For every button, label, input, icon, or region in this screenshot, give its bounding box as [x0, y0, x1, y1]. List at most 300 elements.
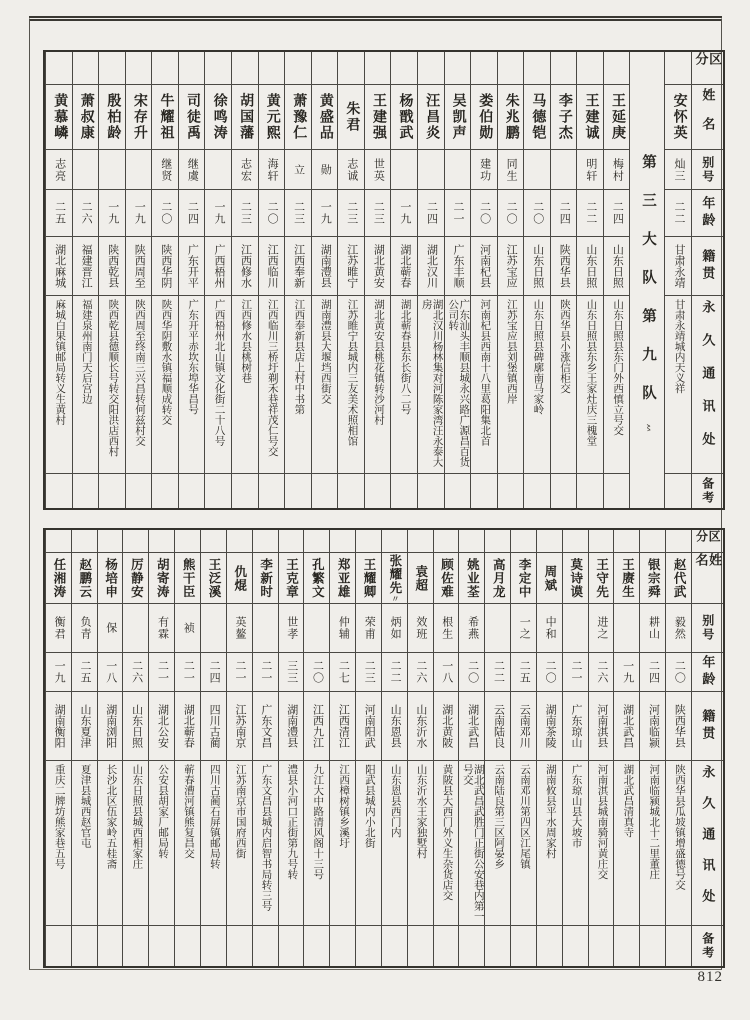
person-origin: 山东日照: [130, 704, 143, 748]
alias-cell: [338, 150, 364, 190]
alias-cell: [445, 150, 471, 190]
section-cell: [123, 530, 148, 553]
address-cell: [46, 296, 72, 474]
note-cell: [152, 474, 178, 508]
person-alias: 希燕: [466, 616, 479, 640]
person-column: [497, 52, 524, 508]
person-age: 二二: [672, 201, 685, 225]
origin-cell: [614, 692, 639, 761]
alias-cell: [259, 150, 285, 190]
note-cell: [46, 474, 72, 508]
person-origin: 山东日照: [531, 244, 544, 288]
person-address: 河南杞县西南十八里葛阳集北首: [479, 299, 491, 446]
person-alias: 中和: [544, 616, 557, 640]
name-cell: [123, 553, 148, 604]
person-name: 司徒禹: [185, 93, 200, 141]
person-address: 九江大中路清风阁十三号: [312, 764, 324, 880]
person-age: 一九: [133, 201, 146, 225]
origin-cell: [46, 692, 71, 761]
person-column: [613, 530, 639, 966]
person-alias: 毅然: [673, 616, 686, 640]
person-address: 长沙北区伍家岭五桂斋: [105, 764, 117, 869]
person-name: 牛耀祖: [158, 93, 174, 141]
name-cell: [232, 85, 258, 150]
person-name: 朱君: [344, 101, 360, 133]
person-column: [576, 52, 603, 508]
age-cell: [126, 190, 152, 237]
row-label-name: 姓名: [692, 85, 723, 150]
person-alias: 荣甫: [363, 616, 376, 640]
section-cell: [604, 52, 630, 85]
person-age: 二五: [53, 201, 66, 225]
person-column: [258, 52, 285, 508]
person-name: 汪昌炎: [424, 93, 440, 141]
person-column: [125, 52, 152, 508]
person-name: 胡寄涛: [155, 557, 170, 599]
person-column: [603, 52, 630, 508]
note-cell: [356, 926, 381, 966]
person-alias: 衡君: [53, 616, 66, 640]
note-cell: [338, 474, 364, 508]
row-label-address: 永久通讯处: [692, 296, 723, 474]
alias-cell: [391, 150, 417, 190]
section-cell: [175, 530, 200, 553]
origin-cell: [285, 237, 311, 296]
person-name: 杨戬武: [397, 93, 413, 141]
person-name: 马德铠: [530, 93, 546, 141]
person-origin: 甘肃永靖: [672, 244, 685, 288]
person-age: 二四: [611, 201, 624, 225]
origin-cell: [179, 237, 205, 296]
section-cell: [46, 52, 72, 85]
person-address: 湖北汉川杨林集对河陈家湾汪永泰大房: [420, 299, 443, 467]
name-cell: [382, 553, 407, 604]
person-age: 二〇: [544, 660, 557, 684]
section-cell: [312, 52, 338, 85]
name-cell: [46, 85, 72, 150]
section-cell: [577, 52, 603, 85]
address-cell: [365, 296, 391, 474]
section-cell: [73, 52, 99, 85]
row-labels-column: [691, 52, 723, 508]
person-origin: 山东夏津: [78, 704, 91, 748]
person-name: 银宗舜: [646, 557, 661, 599]
address-cell: [445, 296, 471, 474]
note-cell: [604, 474, 630, 508]
address-cell: [511, 761, 536, 926]
person-address: 黄陂县大西门外义生杂货店交: [441, 764, 453, 901]
person-address: 湖北武昌武胜门正街公安巷内第一号交: [461, 764, 484, 922]
person-column: [278, 530, 304, 966]
age-cell: [485, 653, 510, 692]
note-cell: [259, 474, 285, 508]
origin-cell: [485, 692, 510, 761]
person-name: 袁超: [413, 564, 428, 592]
person-column: [97, 530, 123, 966]
alias-cell: [511, 604, 536, 653]
age-cell: [99, 190, 125, 237]
section-cell: [537, 530, 562, 553]
row-label-note: 备考: [700, 932, 715, 960]
address-cell: [498, 296, 524, 474]
origin-cell: [279, 692, 304, 761]
address-cell: [149, 761, 174, 926]
person-address: 澧县小河口正街第九号转: [286, 764, 298, 880]
section-cell: [445, 52, 471, 85]
person-alias: 英鳌: [234, 616, 246, 640]
person-address: 广东文昌县城内启智书局转三号: [260, 764, 272, 911]
person-origin: 河南杞县: [478, 244, 491, 288]
name-cell: [356, 553, 381, 604]
person-origin: 湖北麻城: [53, 244, 66, 288]
person-age: 二五: [518, 660, 531, 684]
note-cell: [665, 474, 691, 508]
row-label-section: 区分: [692, 52, 723, 85]
person-name: 李定中: [517, 557, 532, 599]
note-cell: [408, 926, 433, 966]
name-cell: [227, 553, 252, 604]
age-cell: [175, 653, 200, 692]
person-column: [433, 530, 459, 966]
note-cell: [459, 926, 484, 966]
age-cell: [123, 653, 148, 692]
person-origin: 陕西乾县: [106, 244, 119, 288]
section-cell: [338, 52, 364, 85]
person-address: 广西梧州北山镇文化街二十八号: [213, 299, 225, 446]
person-address: 湖南澧县大堰垱西街交: [319, 299, 331, 404]
person-origin: 广东丰顺: [452, 244, 465, 288]
handwritten-mark: 〃: [390, 594, 400, 603]
person-age: 二一: [182, 660, 195, 684]
name-cell: [285, 85, 311, 150]
note-cell: [123, 926, 148, 966]
person-name: 殷柏龄: [105, 93, 121, 141]
person-name: 杨培申: [103, 557, 118, 599]
origin-cell: [418, 237, 444, 296]
name-cell: [365, 85, 391, 150]
age-cell: [46, 653, 71, 692]
person-age: 一九: [106, 201, 119, 225]
person-age: 二〇: [466, 660, 479, 684]
note-cell: [563, 926, 588, 966]
origin-cell: [666, 692, 691, 761]
person-age: 一八: [104, 660, 117, 684]
address-cell: [471, 296, 497, 474]
alias-cell: [418, 150, 444, 190]
person-age: 二一: [569, 660, 582, 684]
age-cell: [338, 190, 364, 237]
person-address: 江西樟树镇乡溪圩: [338, 764, 350, 848]
alias-cell: [551, 150, 577, 190]
person-origin: 广东文昌: [259, 704, 272, 748]
note-cell: [614, 926, 639, 966]
alias-cell: [524, 150, 550, 190]
name-cell: [72, 553, 97, 604]
name-cell: [524, 85, 550, 150]
age-cell: [279, 653, 304, 692]
note-cell: [589, 926, 614, 966]
person-name: 王耀卿: [362, 557, 377, 599]
origin-cell: [563, 692, 588, 761]
person-name: 顾佐难: [439, 557, 454, 599]
address-cell: [98, 761, 123, 926]
age-cell: [589, 653, 614, 692]
address-cell: [459, 761, 484, 926]
age-cell: [232, 190, 258, 237]
section-cell: [330, 530, 355, 553]
origin-cell: [459, 692, 484, 761]
person-age: 一九: [53, 660, 66, 684]
name-cell: [577, 85, 603, 150]
person-age: 二四: [186, 201, 199, 225]
person-alias: 继虞: [186, 157, 199, 182]
person-alias: 勋: [319, 163, 332, 176]
person-address: 广东汕头丰顺县城永兴路广源昌百货公司转: [447, 299, 470, 467]
alias-cell: [577, 150, 603, 190]
person-origin: 河南阳武: [363, 704, 376, 748]
person-address: 江苏南京市国府西街: [234, 764, 246, 859]
address-cell: [640, 761, 665, 926]
person-alias: 炳如: [389, 616, 402, 640]
origin-cell: [126, 237, 152, 296]
address-cell: [551, 296, 577, 474]
address-cell: [330, 761, 355, 926]
address-cell: [382, 761, 407, 926]
person-origin: 湖北武昌: [466, 704, 479, 748]
alias-cell: [356, 604, 381, 653]
person-column: [329, 530, 355, 966]
age-cell: [46, 190, 72, 237]
alias-cell: [285, 150, 311, 190]
note-cell: [640, 926, 665, 966]
person-age: 二四: [425, 201, 438, 225]
person-alias: 海轩: [266, 157, 279, 182]
person-address: 山东沂水王家独墅村: [415, 764, 427, 859]
age-cell: [149, 653, 174, 692]
name-cell: [665, 85, 691, 150]
age-cell: [73, 190, 99, 237]
origin-cell: [227, 692, 252, 761]
person-name: 娄伯勋: [477, 93, 493, 141]
person-age: 二三: [239, 201, 252, 225]
person-alias: 一之: [518, 616, 531, 640]
person-alias: 立: [292, 163, 305, 176]
address-cell: [279, 761, 304, 926]
person-origin: 陕西周至: [133, 244, 146, 288]
name-cell: [459, 553, 484, 604]
alias-cell: [98, 604, 123, 653]
person-address: 湖北武昌清真寺: [622, 764, 634, 838]
note-cell: [666, 926, 691, 966]
person-origin: 湖北武昌: [621, 704, 634, 748]
section-cell: [201, 530, 226, 553]
person-name: 黄盛品: [317, 93, 333, 141]
person-alias: 志亮: [53, 157, 66, 182]
person-name: 李新时: [258, 557, 273, 599]
person-column: [355, 530, 381, 966]
person-origin: 河南临颍: [647, 704, 660, 748]
person-age: 一九: [398, 201, 411, 225]
person-alias: 耕山: [647, 616, 660, 640]
person-age: 二四: [558, 201, 571, 225]
person-name: 赵鹏云: [77, 557, 92, 599]
origin-cell: [338, 237, 364, 296]
person-name: 王泛溪: [206, 557, 221, 599]
age-cell: [356, 653, 381, 692]
section-cell: [152, 52, 178, 85]
alias-cell: [73, 150, 99, 190]
section-cell: [408, 530, 433, 553]
address-cell: [434, 761, 459, 926]
person-origin: 山东恩县: [389, 704, 402, 748]
person-origin: 湖南澧县: [319, 244, 332, 288]
person-age: 二一: [234, 660, 246, 684]
address-cell: [175, 761, 200, 926]
row-label-age: 年龄: [692, 653, 723, 692]
person-name: 张耀先〃: [387, 553, 402, 603]
section-cell: [279, 530, 304, 553]
alias-cell: [365, 150, 391, 190]
age-cell: [665, 190, 691, 237]
person-origin: 陕西华县: [673, 704, 686, 748]
alias-cell: [149, 604, 174, 653]
person-age: 二〇: [505, 201, 518, 225]
alias-cell: [201, 604, 226, 653]
section-cell: [365, 52, 391, 85]
section-cell: [149, 530, 174, 553]
note-cell: [537, 926, 562, 966]
person-alias: 梅村: [611, 157, 624, 182]
row-label-age: 年龄: [692, 190, 723, 237]
section-cell: [589, 530, 614, 553]
person-name: 黄慕嶙: [52, 93, 68, 141]
section-cell: [434, 530, 459, 553]
person-name: 王建诚: [583, 93, 599, 141]
section-cell: [524, 52, 550, 85]
origin-cell: [498, 237, 524, 296]
name-cell: [551, 85, 577, 150]
note-cell: [98, 926, 123, 966]
age-cell: [312, 190, 338, 237]
alias-cell: [312, 150, 338, 190]
person-origin: 广东琼山: [569, 704, 582, 748]
person-age: 二三: [345, 201, 358, 225]
person-origin: 四川古蔺: [208, 704, 221, 748]
alias-cell: [46, 150, 72, 190]
note-cell: [72, 926, 97, 966]
person-name: 徐鸣涛: [211, 93, 227, 141]
note-cell: [551, 474, 577, 508]
note-cell: [279, 926, 304, 966]
age-cell: [524, 190, 550, 237]
person-alias: 灿三: [672, 157, 685, 182]
person-origin: 江西临川: [266, 244, 279, 288]
section-cell: [227, 530, 252, 553]
age-cell: [98, 653, 123, 692]
person-age: 二〇: [478, 201, 491, 225]
alias-cell: [330, 604, 355, 653]
section-cell: [551, 52, 577, 85]
person-address: 陕西华阴敷水镇福顺成转交: [160, 299, 172, 425]
person-address: 云南邓川第四区江尾镇: [518, 764, 530, 869]
person-address: 山东日照县城西相家庄: [131, 764, 143, 869]
person-age: 一九: [212, 201, 225, 225]
note-cell: [511, 926, 536, 966]
person-address: 陕西周至终南三兴昌转何兹村交: [133, 299, 145, 446]
person-origin: 湖北公安: [156, 704, 169, 748]
row-label-alias: 别号: [692, 150, 723, 190]
address-cell: [259, 296, 285, 474]
origin-cell: [72, 692, 97, 761]
person-origin: 江西奉新: [292, 244, 305, 288]
person-age: 二〇: [266, 201, 279, 225]
age-cell: [179, 190, 205, 237]
person-origin: 湖南澧县: [285, 704, 298, 748]
section-cell: [614, 530, 639, 553]
person-address: 江西临川三桥圩剃禾巷祥茂仁号交: [266, 299, 278, 457]
name-cell: [640, 553, 665, 604]
person-column: [550, 52, 577, 508]
person-age: 二〇: [531, 201, 544, 225]
person-name: 宋存升: [131, 93, 147, 141]
person-column: [523, 52, 550, 508]
person-column: [178, 52, 205, 508]
person-age: 二二: [492, 660, 505, 684]
name-cell: [73, 85, 99, 150]
alias-cell: [498, 150, 524, 190]
person-address: 甘肃永靖城内天义祥: [673, 299, 685, 394]
person-alias: 保: [104, 622, 117, 634]
age-cell: [72, 653, 97, 692]
person-column: [174, 530, 200, 966]
alias-cell: [604, 150, 630, 190]
person-address: 广东开平赤坎东埠华昌号: [187, 299, 199, 415]
name-cell: [99, 85, 125, 150]
name-cell: [330, 553, 355, 604]
age-cell: [459, 653, 484, 692]
age-cell: [537, 653, 562, 692]
note-cell: [445, 474, 471, 508]
person-name: 任湘涛: [51, 557, 66, 599]
person-column: [417, 52, 444, 508]
note-cell: [304, 926, 329, 966]
person-address: 阳武县城内小北街: [363, 764, 375, 848]
address-cell: [232, 296, 258, 474]
name-cell: [152, 85, 178, 150]
person-column: [664, 52, 691, 508]
note-cell: [498, 474, 524, 508]
origin-cell: [123, 692, 148, 761]
name-cell: [312, 85, 338, 150]
person-column: [98, 52, 125, 508]
section-cell: [98, 530, 123, 553]
origin-cell: [524, 237, 550, 296]
unit-divider-label: 第三大队第九队〻: [640, 154, 657, 432]
name-cell: [614, 553, 639, 604]
note-cell: [149, 926, 174, 966]
origin-cell: [604, 237, 630, 296]
alias-cell: [304, 604, 329, 653]
alias-cell: [175, 604, 200, 653]
address-cell: [485, 761, 510, 926]
person-age: 一九: [319, 201, 332, 225]
person-column: [200, 530, 226, 966]
address-cell: [72, 761, 97, 926]
person-address: 陕西华县小涨信柜交: [558, 299, 570, 394]
note-cell: [524, 474, 550, 508]
person-name: 吴凯声: [450, 93, 466, 141]
name-cell: [445, 85, 471, 150]
